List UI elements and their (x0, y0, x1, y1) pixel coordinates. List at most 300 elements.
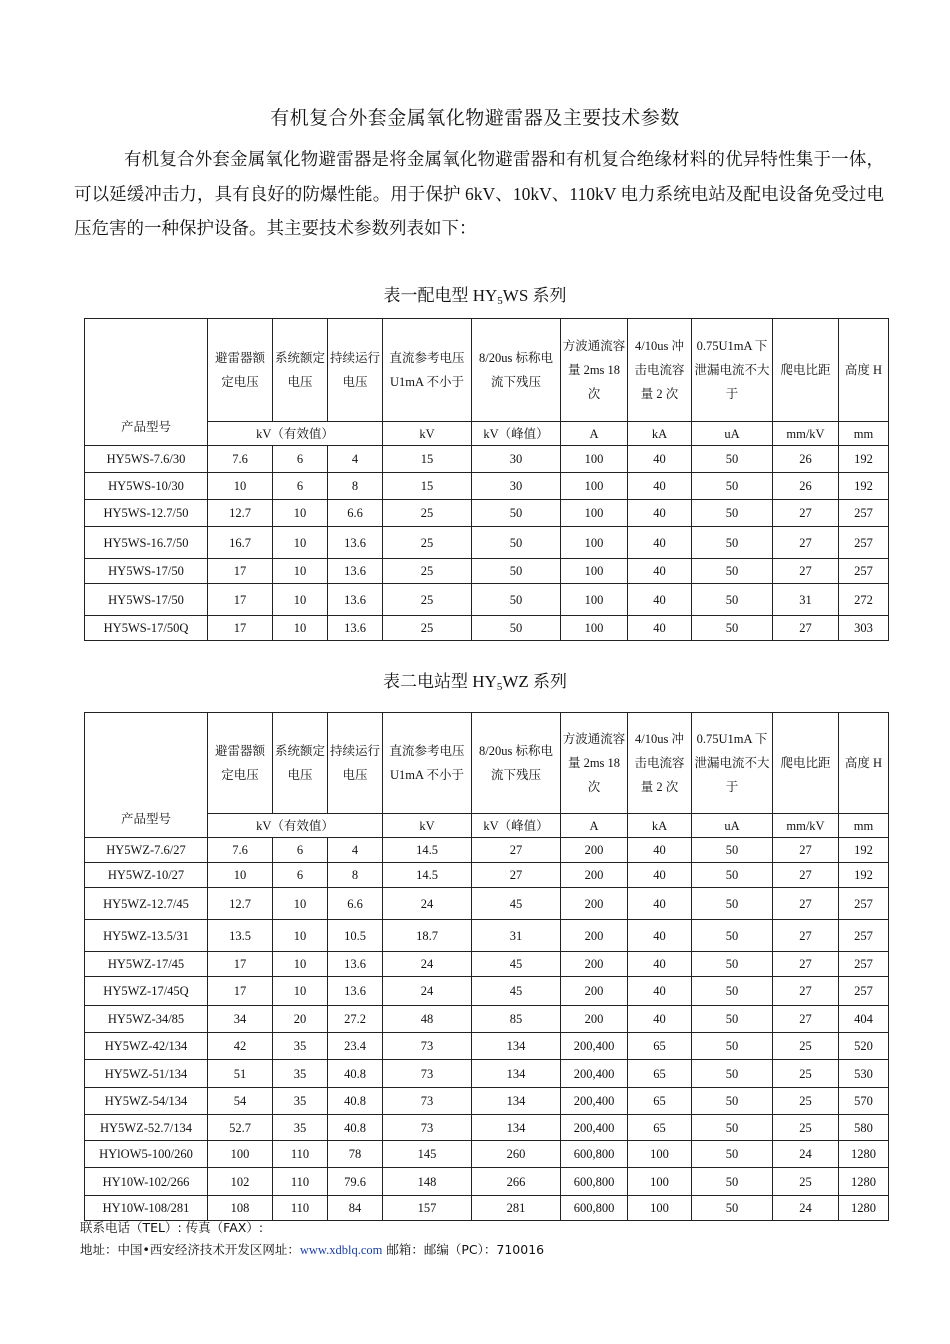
cell-leakage: 50 (692, 1115, 773, 1141)
cell-square-wave: 200 (561, 920, 628, 952)
cell-model: HY5WS-7.6/30 (85, 446, 208, 473)
cell-square-wave: 200 (561, 863, 628, 888)
cell-height: 192 (839, 863, 889, 888)
cell-leakage: 50 (692, 1141, 773, 1168)
cell-operating-voltage: 4 (328, 838, 383, 863)
cell-leakage: 50 (692, 500, 773, 527)
cell-leakage: 50 (692, 1060, 773, 1088)
cell-system-voltage: 110 (273, 1168, 328, 1196)
cell-system-voltage: 10 (273, 616, 328, 641)
table1-unit-ua: uA (692, 422, 773, 446)
cell-rated-voltage: 12.7 (208, 888, 273, 920)
cell-square-wave: 100 (561, 473, 628, 500)
cell-operating-voltage: 13.6 (328, 616, 383, 641)
cell-residual-voltage: 260 (472, 1141, 561, 1168)
cell-impulse-current: 100 (628, 1196, 692, 1221)
cell-height: 1280 (839, 1141, 889, 1168)
cell-operating-voltage: 40.8 (328, 1115, 383, 1141)
cell-system-voltage: 110 (273, 1141, 328, 1168)
cell-impulse-current: 65 (628, 1088, 692, 1115)
table-row (85, 1088, 889, 1115)
cell-rated-voltage: 42 (208, 1033, 273, 1060)
cell-height: 257 (839, 888, 889, 920)
cell-system-voltage: 35 (273, 1033, 328, 1060)
cell-system-voltage: 10 (273, 952, 328, 977)
cell-dc-reference: 145 (383, 1141, 472, 1168)
cell-dc-reference: 15 (383, 446, 472, 473)
cell-height: 192 (839, 446, 889, 473)
cell-impulse-current: 40 (628, 473, 692, 500)
cell-system-voltage: 6 (273, 838, 328, 863)
table2-unit-kv-rms: kV（有效值） (208, 814, 383, 838)
table-row (85, 920, 889, 952)
table2-header-creepage: 爬电比距 (773, 713, 839, 814)
cell-operating-voltage: 6.6 (328, 500, 383, 527)
cell-operating-voltage: 79.6 (328, 1168, 383, 1196)
cell-impulse-current: 65 (628, 1060, 692, 1088)
cell-residual-voltage: 50 (472, 584, 561, 616)
cell-impulse-current: 40 (628, 446, 692, 473)
table2-unit-mm-kv: mm/kV (773, 814, 839, 838)
cell-model: HY5WS-17/50 (85, 559, 208, 584)
table-row (85, 977, 889, 1006)
cell-rated-voltage: 7.6 (208, 446, 273, 473)
table1-unit-mm: mm (839, 422, 889, 446)
cell-impulse-current: 40 (628, 920, 692, 952)
cell-model: HY5WS-17/50Q (85, 616, 208, 641)
cell-model: HY10W-102/266 (85, 1168, 208, 1196)
table1-header-dc-reference: 直流参考电压 U1mA 不小于 (383, 319, 472, 422)
cell-system-voltage: 10 (273, 977, 328, 1006)
cell-residual-voltage: 134 (472, 1088, 561, 1115)
cell-dc-reference: 48 (383, 1006, 472, 1033)
cell-creepage: 24 (773, 1141, 839, 1168)
table-row (85, 952, 889, 977)
table1-header-impulse-current: 4/10us 冲击电流容量 2 次 (628, 319, 692, 422)
table2-body (85, 838, 889, 1221)
cell-impulse-current: 65 (628, 1115, 692, 1141)
cell-model: HY5WZ-17/45Q (85, 977, 208, 1006)
cell-impulse-current: 40 (628, 977, 692, 1006)
cell-height: 1280 (839, 1196, 889, 1221)
table1-header-rated-voltage: 避雷器额定电压 (208, 319, 273, 422)
cell-impulse-current: 40 (628, 952, 692, 977)
cell-square-wave: 600,800 (561, 1168, 628, 1196)
table2-caption-suffix: WZ 系列 (502, 672, 567, 691)
cell-residual-voltage: 281 (472, 1196, 561, 1221)
cell-rated-voltage: 108 (208, 1196, 273, 1221)
cell-height: 257 (839, 920, 889, 952)
cell-system-voltage: 20 (273, 1006, 328, 1033)
cell-model: HY5WZ-10/27 (85, 863, 208, 888)
cell-square-wave: 200,400 (561, 1088, 628, 1115)
cell-model: HY5WZ-7.6/27 (85, 838, 208, 863)
cell-rated-voltage: 17 (208, 616, 273, 641)
table1-header-residual-voltage: 8/20us 标称电流下残压 (472, 319, 561, 422)
cell-height: 257 (839, 527, 889, 559)
cell-rated-voltage: 52.7 (208, 1115, 273, 1141)
cell-impulse-current: 40 (628, 1006, 692, 1033)
cell-residual-voltage: 45 (472, 977, 561, 1006)
cell-leakage: 50 (692, 977, 773, 1006)
cell-model: HY5WS-12.7/50 (85, 500, 208, 527)
cell-creepage: 31 (773, 584, 839, 616)
cell-height: 303 (839, 616, 889, 641)
cell-square-wave: 200 (561, 952, 628, 977)
table1-header-height: 高度 H (839, 319, 889, 422)
table1 (84, 318, 889, 641)
cell-dc-reference: 25 (383, 559, 472, 584)
cell-height: 570 (839, 1088, 889, 1115)
cell-impulse-current: 40 (628, 863, 692, 888)
cell-system-voltage: 35 (273, 1088, 328, 1115)
table2-unit-ka: kA (628, 814, 692, 838)
cell-operating-voltage: 4 (328, 446, 383, 473)
cell-system-voltage: 35 (273, 1060, 328, 1088)
cell-rated-voltage: 100 (208, 1141, 273, 1168)
cell-square-wave: 200 (561, 1006, 628, 1033)
cell-dc-reference: 157 (383, 1196, 472, 1221)
cell-creepage: 27 (773, 1006, 839, 1033)
table1-caption-sub: 5 (497, 295, 503, 307)
cell-height: 192 (839, 473, 889, 500)
cell-square-wave: 100 (561, 500, 628, 527)
cell-creepage: 27 (773, 527, 839, 559)
cell-system-voltage: 10 (273, 527, 328, 559)
cell-square-wave: 200,400 (561, 1115, 628, 1141)
cell-model: HY5WZ-12.7/45 (85, 888, 208, 920)
cell-operating-voltage: 8 (328, 863, 383, 888)
cell-rated-voltage: 17 (208, 977, 273, 1006)
table-row (85, 888, 889, 920)
cell-leakage: 50 (692, 616, 773, 641)
cell-square-wave: 200 (561, 977, 628, 1006)
cell-rated-voltage: 10 (208, 863, 273, 888)
cell-creepage: 27 (773, 977, 839, 1006)
cell-dc-reference: 25 (383, 616, 472, 641)
table-row (85, 1115, 889, 1141)
footer-address (80, 1240, 544, 1258)
cell-square-wave: 100 (561, 584, 628, 616)
cell-leakage: 50 (692, 1088, 773, 1115)
table2-unit-ua: uA (692, 814, 773, 838)
cell-height: 530 (839, 1060, 889, 1088)
cell-impulse-current: 40 (628, 616, 692, 641)
cell-operating-voltage: 27.2 (328, 1006, 383, 1033)
cell-creepage: 25 (773, 1168, 839, 1196)
table2-unit-a: A (561, 814, 628, 838)
cell-creepage: 27 (773, 616, 839, 641)
table-row (85, 559, 889, 584)
website-link[interactable]: www.xdblq.com (299, 1243, 383, 1257)
cell-operating-voltage: 13.6 (328, 952, 383, 977)
footer-address-suffix: 邮箱：邮编（PC）：710016 (382, 1242, 545, 1257)
table1-unit-a: A (561, 422, 628, 446)
cell-dc-reference: 18.7 (383, 920, 472, 952)
table2-unit-mm: mm (839, 814, 889, 838)
cell-creepage: 27 (773, 920, 839, 952)
cell-leakage: 50 (692, 863, 773, 888)
cell-impulse-current: 40 (628, 559, 692, 584)
table-row (85, 1006, 889, 1033)
footer-address-prefix: 地址：中国•西安经济技术开发区网址： (80, 1242, 300, 1257)
cell-operating-voltage: 13.6 (328, 559, 383, 584)
cell-height: 257 (839, 559, 889, 584)
cell-impulse-current: 100 (628, 1141, 692, 1168)
table-row (85, 1141, 889, 1168)
cell-creepage: 25 (773, 1088, 839, 1115)
cell-residual-voltage: 266 (472, 1168, 561, 1196)
cell-rated-voltage: 10 (208, 473, 273, 500)
cell-rated-voltage: 17 (208, 559, 273, 584)
cell-height: 192 (839, 838, 889, 863)
cell-residual-voltage: 134 (472, 1033, 561, 1060)
table2-caption-prefix: 表二电站型 HY (383, 672, 497, 691)
cell-operating-voltage: 13.6 (328, 977, 383, 1006)
table1-body (85, 446, 889, 641)
cell-residual-voltage: 50 (472, 559, 561, 584)
cell-height: 1280 (839, 1168, 889, 1196)
cell-model: HY5WS-17/50 (85, 584, 208, 616)
cell-dc-reference: 15 (383, 473, 472, 500)
cell-system-voltage: 10 (273, 920, 328, 952)
cell-rated-voltage: 16.7 (208, 527, 273, 559)
cell-square-wave: 100 (561, 527, 628, 559)
cell-impulse-current: 65 (628, 1033, 692, 1060)
cell-residual-voltage: 50 (472, 500, 561, 527)
intro-text: 有机复合外套金属氧化物避雷器是将金属氧化物避雷器和有机复合绝缘材料的优异特性集于一体，可以延缓冲击力，具有良好的防爆性能。用于保护 6kV、10kV、110kV 电力系统电站及配电设备免受过电压危害的一种保护设备。其主要技术参数列表如下： (74, 149, 884, 238)
table2-header-square-wave: 方波通流容量 2ms 18 次 (561, 713, 628, 814)
cell-rated-voltage: 12.7 (208, 500, 273, 527)
cell-rated-voltage: 17 (208, 584, 273, 616)
cell-system-voltage: 10 (273, 559, 328, 584)
cell-creepage: 25 (773, 1033, 839, 1060)
table1-unit-kv-rms: kV（有效值） (208, 422, 383, 446)
cell-height: 272 (839, 584, 889, 616)
cell-model: HY5WS-10/30 (85, 473, 208, 500)
cell-square-wave: 200 (561, 888, 628, 920)
cell-creepage: 26 (773, 446, 839, 473)
cell-impulse-current: 40 (628, 888, 692, 920)
table-row (85, 863, 889, 888)
table1-header-operating-voltage: 持续运行电压 (328, 319, 383, 422)
table-row (85, 446, 889, 473)
table1-caption-suffix: WS 系列 (502, 286, 567, 305)
cell-leakage: 50 (692, 1168, 773, 1196)
table2-header-height: 高度 H (839, 713, 889, 814)
cell-system-voltage: 6 (273, 863, 328, 888)
table2-header-operating-voltage: 持续运行电压 (328, 713, 383, 814)
table2-unit-kv-peak: kV（峰值） (472, 814, 561, 838)
cell-leakage: 50 (692, 1006, 773, 1033)
table2-caption-sub: 5 (496, 681, 503, 693)
table2-header-impulse-current: 4/10us 冲击电流容量 2 次 (628, 713, 692, 814)
cell-leakage: 50 (692, 446, 773, 473)
page-title: 有机复合外套金属氧化物避雷器及主要技术参数 (270, 108, 680, 129)
cell-leakage: 50 (692, 1196, 773, 1221)
cell-residual-voltage: 50 (472, 527, 561, 559)
table1-header-creepage: 爬电比距 (773, 319, 839, 422)
table1-caption (0, 281, 950, 307)
cell-model: HY5WZ-51/134 (85, 1060, 208, 1088)
cell-square-wave: 100 (561, 559, 628, 584)
cell-creepage: 26 (773, 473, 839, 500)
cell-residual-voltage: 134 (472, 1060, 561, 1088)
cell-system-voltage: 10 (273, 500, 328, 527)
cell-rated-voltage: 102 (208, 1168, 273, 1196)
cell-system-voltage: 6 (273, 473, 328, 500)
cell-dc-reference: 148 (383, 1168, 472, 1196)
cell-residual-voltage: 30 (472, 473, 561, 500)
cell-residual-voltage: 27 (472, 838, 561, 863)
table1-header-square-wave: 方波通流容量 2ms 18 次 (561, 319, 628, 422)
cell-rated-voltage: 7.6 (208, 838, 273, 863)
cell-operating-voltage: 78 (328, 1141, 383, 1168)
cell-rated-voltage: 17 (208, 952, 273, 977)
cell-creepage: 25 (773, 1060, 839, 1088)
cell-operating-voltage: 6.6 (328, 888, 383, 920)
cell-model: HY5WZ-34/85 (85, 1006, 208, 1033)
cell-model: HY10W-108/281 (85, 1196, 208, 1221)
cell-square-wave: 200,400 (561, 1060, 628, 1088)
cell-rated-voltage: 54 (208, 1088, 273, 1115)
cell-system-voltage: 6 (273, 446, 328, 473)
cell-rated-voltage: 51 (208, 1060, 273, 1088)
table-row (85, 500, 889, 527)
table1-unit-mm-kv: mm/kV (773, 422, 839, 446)
cell-model: HYlOW5-100/260 (85, 1141, 208, 1168)
cell-leakage: 50 (692, 920, 773, 952)
cell-leakage: 50 (692, 838, 773, 863)
cell-dc-reference: 14.5 (383, 863, 472, 888)
table-row (85, 473, 889, 500)
cell-creepage: 27 (773, 838, 839, 863)
cell-leakage: 50 (692, 584, 773, 616)
cell-leakage: 50 (692, 1033, 773, 1060)
table-row (85, 616, 889, 641)
cell-square-wave: 200,400 (561, 1033, 628, 1060)
table2-header-system-voltage: 系统额定电压 (273, 713, 328, 814)
cell-residual-voltage: 45 (472, 952, 561, 977)
table-row (85, 527, 889, 559)
intro-paragraph (74, 142, 884, 246)
cell-leakage: 50 (692, 952, 773, 977)
cell-height: 257 (839, 500, 889, 527)
cell-square-wave: 600,800 (561, 1141, 628, 1168)
cell-creepage: 27 (773, 559, 839, 584)
cell-rated-voltage: 34 (208, 1006, 273, 1033)
table2-caption (0, 667, 950, 693)
cell-operating-voltage: 40.8 (328, 1060, 383, 1088)
cell-impulse-current: 40 (628, 584, 692, 616)
cell-square-wave: 100 (561, 446, 628, 473)
cell-model: HY5WZ-52.7/134 (85, 1115, 208, 1141)
cell-dc-reference: 25 (383, 500, 472, 527)
cell-system-voltage: 10 (273, 584, 328, 616)
cell-dc-reference: 25 (383, 584, 472, 616)
table1-header-leakage: 0.75U1mA 下泄漏电流不大于 (692, 319, 773, 422)
table1-header-system-voltage: 系统额定电压 (273, 319, 328, 422)
cell-square-wave: 200 (561, 838, 628, 863)
table1-unit-ka: kA (628, 422, 692, 446)
cell-model: HY5WS-16.7/50 (85, 527, 208, 559)
cell-operating-voltage: 10.5 (328, 920, 383, 952)
cell-model: HY5WZ-13.5/31 (85, 920, 208, 952)
table2-header-leakage: 0.75U1mA 下泄漏电流不大于 (692, 713, 773, 814)
cell-dc-reference: 73 (383, 1088, 472, 1115)
cell-operating-voltage: 23.4 (328, 1033, 383, 1060)
cell-impulse-current: 100 (628, 1168, 692, 1196)
cell-dc-reference: 73 (383, 1033, 472, 1060)
cell-creepage: 27 (773, 888, 839, 920)
cell-impulse-current: 40 (628, 838, 692, 863)
cell-system-voltage: 10 (273, 888, 328, 920)
table-row (85, 1168, 889, 1196)
table2-header-model: 产品型号 (85, 713, 208, 838)
table1-unit-kv-peak: kV（峰值） (472, 422, 561, 446)
table2-unit-kv: kV (383, 814, 472, 838)
cell-residual-voltage: 45 (472, 888, 561, 920)
cell-dc-reference: 73 (383, 1060, 472, 1088)
cell-residual-voltage: 85 (472, 1006, 561, 1033)
cell-dc-reference: 73 (383, 1115, 472, 1141)
cell-height: 257 (839, 952, 889, 977)
cell-system-voltage: 35 (273, 1115, 328, 1141)
table2 (84, 712, 889, 1221)
cell-height: 404 (839, 1006, 889, 1033)
table-row (85, 838, 889, 863)
cell-dc-reference: 24 (383, 977, 472, 1006)
cell-dc-reference: 24 (383, 952, 472, 977)
cell-height: 580 (839, 1115, 889, 1141)
cell-creepage: 25 (773, 1115, 839, 1141)
cell-operating-voltage: 8 (328, 473, 383, 500)
cell-creepage: 27 (773, 863, 839, 888)
cell-leakage: 50 (692, 527, 773, 559)
cell-dc-reference: 25 (383, 527, 472, 559)
table-row (85, 1196, 889, 1221)
table2-header-rated-voltage: 避雷器额定电压 (208, 713, 273, 814)
cell-height: 257 (839, 977, 889, 1006)
cell-operating-voltage: 13.6 (328, 584, 383, 616)
cell-creepage: 27 (773, 500, 839, 527)
cell-residual-voltage: 134 (472, 1115, 561, 1141)
cell-leakage: 50 (692, 559, 773, 584)
cell-square-wave: 600,800 (561, 1196, 628, 1221)
cell-impulse-current: 40 (628, 500, 692, 527)
cell-leakage: 50 (692, 473, 773, 500)
table1-header-model: 产品型号 (85, 319, 208, 446)
table-row (85, 1060, 889, 1088)
cell-residual-voltage: 27 (472, 863, 561, 888)
cell-creepage: 27 (773, 952, 839, 977)
cell-model: HY5WZ-42/134 (85, 1033, 208, 1060)
cell-residual-voltage: 31 (472, 920, 561, 952)
cell-impulse-current: 40 (628, 527, 692, 559)
table2-header-dc-reference: 直流参考电压 U1mA 不小于 (383, 713, 472, 814)
cell-height: 520 (839, 1033, 889, 1060)
cell-model: HY5WZ-17/45 (85, 952, 208, 977)
table1-caption-prefix: 表一配电型 HY (383, 286, 498, 305)
cell-rated-voltage: 13.5 (208, 920, 273, 952)
cell-model: HY5WZ-54/134 (85, 1088, 208, 1115)
footer-contact: 联系电话（TEL）: 传真（FAX）: (80, 1220, 264, 1235)
cell-square-wave: 100 (561, 616, 628, 641)
table-row (85, 584, 889, 616)
cell-dc-reference: 24 (383, 888, 472, 920)
cell-residual-voltage: 50 (472, 616, 561, 641)
cell-operating-voltage: 40.8 (328, 1088, 383, 1115)
